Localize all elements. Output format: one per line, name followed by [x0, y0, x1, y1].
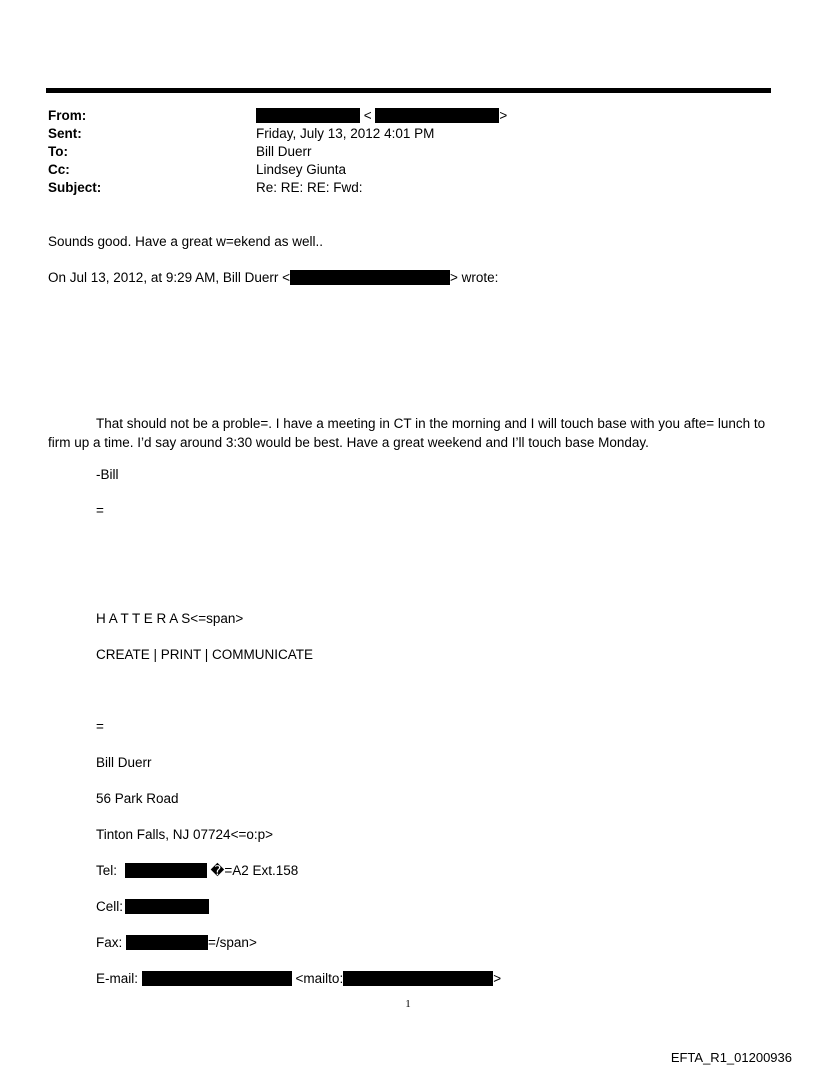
tel-label: Tel: — [96, 863, 118, 878]
redaction-box — [125, 863, 207, 878]
redaction-box — [343, 971, 493, 986]
redaction-box — [142, 971, 292, 986]
signature-name: Bill Duerr — [96, 755, 152, 770]
cell-label: Cell: — [96, 899, 124, 914]
fax-suffix: =/span> — [208, 935, 257, 950]
document-id: EFTA_R1_01200936 — [670, 1050, 792, 1065]
encoding-artifact: = — [96, 503, 104, 518]
subject-label: Subject: — [48, 180, 102, 195]
from-gt: > — [499, 108, 508, 123]
header-rule — [46, 88, 771, 93]
cc-value: Lindsey Giunta — [256, 162, 347, 177]
redaction-box — [126, 935, 208, 950]
email-label: E-mail: — [96, 971, 139, 986]
encoding-artifact: = — [96, 719, 104, 734]
quote-pre: On Jul 13, 2012, at 9:29 AM, Bill Duerr < — [48, 270, 291, 285]
reply-text: Sounds good. Have a great w=ekend as well.. — [48, 234, 324, 249]
message-paragraph: That should not be a proble=. I have a meeting in CT in the morning and I will touch base with you afte= lunch to firm up a time. I’d say around 3:30 would be best. Have a great weekend and I’ll touch base Monday. — [48, 416, 766, 450]
page-number: 1 — [405, 998, 411, 1010]
redaction-box — [375, 108, 499, 123]
company-name: H A T T E R A S<=span> — [96, 611, 244, 626]
tel-line — [96, 863, 298, 879]
quote-line — [48, 270, 498, 286]
to-value: Bill Duerr — [256, 144, 312, 159]
sent-row — [48, 126, 768, 144]
cc-row — [48, 162, 768, 180]
signature-street: 56 Park Road — [96, 791, 179, 806]
fax-label: Fax: — [96, 935, 123, 950]
from-lt: < — [363, 108, 372, 123]
email-end: > — [493, 971, 502, 986]
redaction-box — [256, 108, 360, 123]
signature-city: Tinton Falls, NJ 07724<=o:p> — [96, 827, 273, 842]
email-line — [96, 971, 501, 987]
to-label: To: — [48, 144, 68, 159]
cell-line — [96, 899, 209, 915]
from-label: From: — [48, 108, 87, 123]
from-row — [48, 108, 768, 126]
from-value — [256, 108, 507, 124]
signoff: -Bill — [96, 467, 119, 482]
sent-value: Friday, July 13, 2012 4:01 PM — [256, 126, 435, 141]
cc-label: Cc: — [48, 162, 70, 177]
subject-row — [48, 180, 768, 198]
subject-value: Re: RE: RE: Fwd: — [256, 180, 363, 195]
email-mailto: <mailto: — [295, 971, 344, 986]
company-tagline: CREATE | PRINT | COMMUNICATE — [96, 647, 314, 662]
sent-label: Sent: — [48, 126, 82, 141]
quote-post: > wrote: — [450, 270, 499, 285]
to-row — [48, 144, 768, 162]
redaction-box — [290, 270, 450, 285]
fax-line — [96, 935, 257, 951]
tel-suffix: �=A2 Ext.158 — [210, 863, 299, 878]
redaction-box — [125, 899, 209, 914]
